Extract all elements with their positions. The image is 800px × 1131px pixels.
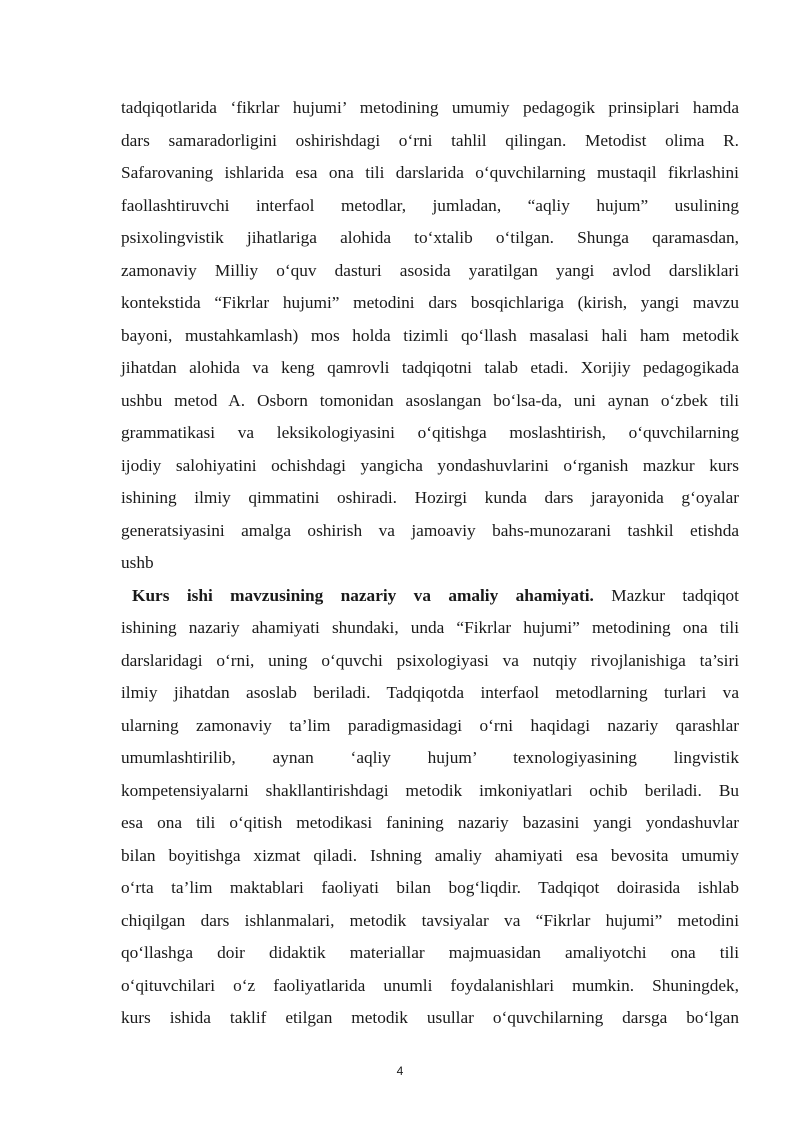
- text-line: ishining ilmiy qimmatini oshiradi. Hozirgi kunda dars jarayonida g‘oyalar: [121, 488, 739, 507]
- text-line: qo‘llashga doir didaktik materiallar majmuasidan amaliyotchi ona tili: [121, 943, 739, 962]
- text-line: psixolingvistik jihatlariga alohida to‘xtalib o‘tilgan. Shunga qaramasdan,: [121, 228, 739, 247]
- text-line: kontekstida “Fikrlar hujumi” metodini dars bosqichlariga (kirish, yangi mavzu: [121, 293, 739, 312]
- text-line: o‘rta ta’lim maktablari faoliyati bilan bog‘liqdir. Tadqiqot doirasida ishlab: [121, 878, 739, 897]
- text-line: bilan boyitishga xizmat qiladi. Ishning amaliy ahamiyati esa bevosita umumiy: [121, 846, 739, 865]
- page-number: 4: [396, 1064, 404, 1078]
- text-line: kurs ishida taklif etilgan metodik usullar o‘quvchilarning darsga bo‘lgan: [121, 1008, 739, 1027]
- text-line: tadqiqotlarida ‘fikrlar hujumi’ metodining umumiy pedagogik prinsiplari hamda: [121, 98, 739, 117]
- text-line: chiqilgan dars ishlanmalari, metodik tavsiyalar va “Fikrlar hujumi” metodini: [121, 911, 739, 930]
- text-line: jihatdan alohida va keng qamrovli tadqiqotni talab etadi. Xorijiy pedagogikada: [121, 358, 739, 377]
- section-heading: Kurs ishi mavzusining nazariy va amaliy ahamiyati.: [132, 586, 594, 605]
- text-line: ilmiy jihatdan asoslab beriladi. Tadqiqotda interfaol metodlarning turlari va: [121, 683, 739, 702]
- text-line: ishining nazariy ahamiyati shundaki, unda “Fikrlar hujumi” metodining ona tili: [121, 618, 739, 637]
- heading-line-rest: Mazkur tadqiqot: [593, 586, 739, 605]
- text-line: esa ona tili o‘qitish metodikasi fanining nazariy bazasini yangi yondashuvlar: [121, 813, 739, 832]
- text-line: ularning zamonaviy ta’lim paradigmasidagi o‘rni haqidagi nazariy qarashlar: [121, 716, 739, 735]
- text-line: faollashtiruvchi interfaol metodlar, jumladan, “aqliy hujum” usulining: [121, 196, 739, 215]
- text-line: Safarovaning ishlarida esa ona tili darslarida o‘quvchilarning mustaqil fikrlashini: [121, 163, 739, 182]
- text-line: darslaridagi o‘rni, uning o‘quvchi psixologiyasi va nutqiy rivojlanishiga ta’siri: [121, 651, 739, 670]
- text-line: ushbu metod A. Osborn tomonidan asoslangan bo‘lsa-da, uni aynan o‘zbek tili: [121, 391, 739, 410]
- text-line: generatsiyasini amalga oshirish va jamoaviy bahs-munozarani tashkil etishda: [121, 521, 739, 540]
- text-line: zamonaviy Milliy o‘quv dasturi asosida yaratilgan yangi avlod darsliklari: [121, 261, 739, 280]
- text-line: o‘qituvchilari o‘z faoliyatlarida unumli foydalanishlari mumkin. Shuningdek,: [121, 976, 739, 995]
- text-line: umumlashtirilib, aynan ‘aqliy hujum’ texnologiyasining lingvistik: [121, 748, 739, 767]
- text-line: ushb: [121, 553, 154, 572]
- text-line: ijodiy salohiyatini ochishdagi yangicha yondashuvlarini o‘rganish mazkur kurs: [121, 456, 739, 475]
- text-line: kompetensiyalarni shakllantirishdagi metodik imkoniyatlari ochib beriladi. Bu: [121, 781, 739, 800]
- text-line: grammatikasi va leksikologiyasini o‘qitishga moslashtirish, o‘quvchilarning: [121, 423, 739, 442]
- text-line: [132, 579, 739, 613]
- text-line: dars samaradorligini oshirishdagi o‘rni tahlil qilingan. Metodist olima R.: [121, 131, 739, 150]
- text-line: bayoni, mustahkamlash) mos holda tizimli qo‘llash masalasi hali ham metodik: [121, 326, 739, 345]
